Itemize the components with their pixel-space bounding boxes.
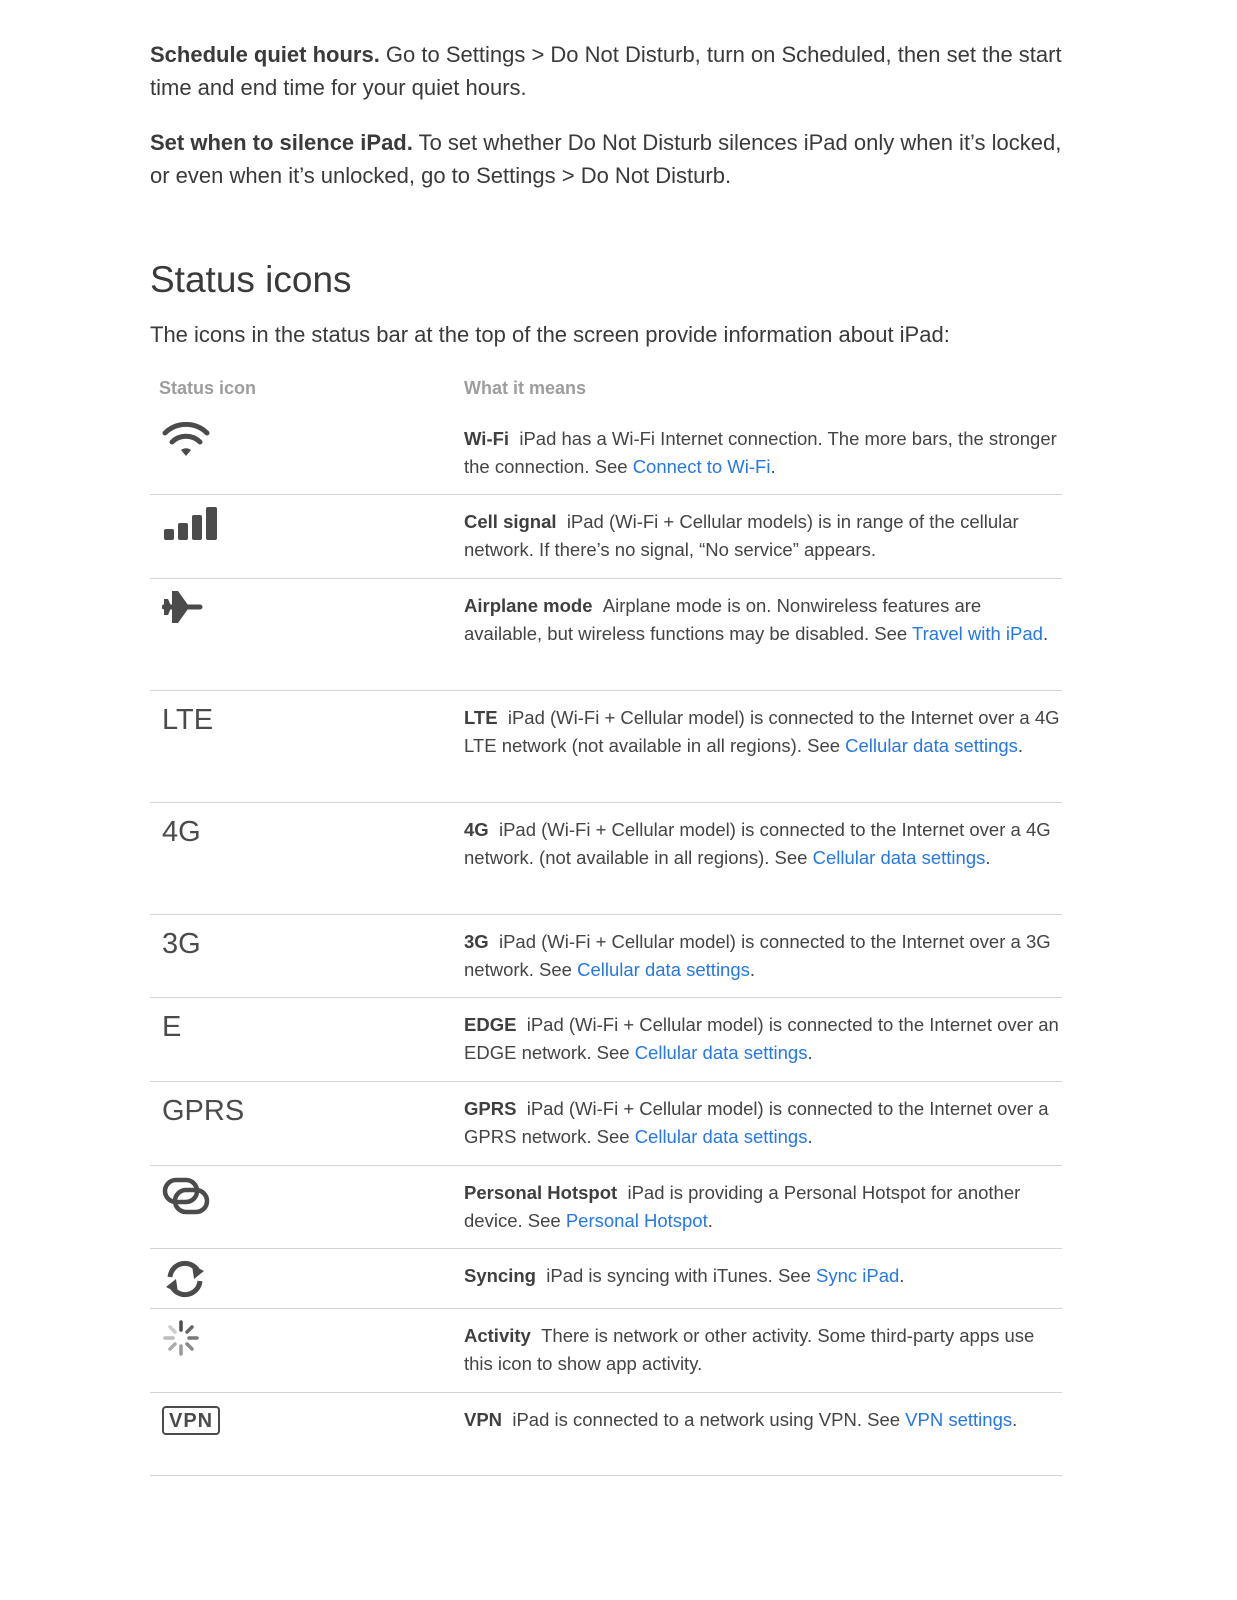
- status-description: There is network or other activity. Some third-party apps use this icon to show app activity.: [464, 1325, 1035, 1375]
- status-icons-table: [150, 412, 1062, 1476]
- network-type-icon: [162, 815, 201, 849]
- status-name: Wi-Fi: [464, 428, 510, 449]
- reference-link[interactable]: VPN settings: [905, 1409, 1013, 1430]
- cell-signal-icon: [162, 505, 222, 546]
- reference-link[interactable]: Sync iPad: [816, 1265, 900, 1286]
- status-name: VPN: [464, 1409, 503, 1430]
- network-type-label: LTE: [162, 704, 214, 736]
- reference-link[interactable]: Travel with iPad: [912, 623, 1043, 645]
- status-name: 4G: [464, 819, 489, 840]
- sentence-end: .: [807, 1126, 813, 1148]
- status-description: iPad is providing a Personal Hotspot for another device. See: [464, 1182, 1021, 1232]
- status-name: Cell signal: [464, 511, 557, 532]
- section-title: Status icons: [150, 259, 352, 300]
- sentence-end: .: [749, 959, 756, 981]
- reference-link[interactable]: Cellular data settings: [812, 847, 986, 869]
- status-description: iPad (Wi-Fi + Cellular model) is connected to the Internet over an EDGE network. See: [464, 1014, 1059, 1064]
- table-row: [150, 412, 1062, 495]
- status-name: Syncing: [464, 1265, 536, 1286]
- status-description: iPad (Wi-Fi + Cellular models) is in range of the cellular network. If there’s no signal, “No service” appears.: [464, 511, 1019, 561]
- wifi-icon: [162, 422, 210, 465]
- silence-paragraph: [150, 126, 1062, 192]
- schedule-text: Go to Settings > Do Not Disturb, turn on Scheduled, then set the start time and end time for your quiet hours.: [150, 42, 1062, 100]
- reference-link[interactable]: Personal Hotspot: [565, 1210, 708, 1232]
- status-description: iPad (Wi-Fi + Cellular model) is connected to the Internet over a GPRS network. See: [464, 1098, 1049, 1148]
- reference-link[interactable]: Cellular data settings: [634, 1126, 808, 1148]
- table-row: [150, 691, 1062, 803]
- network-type-label: GPRS: [162, 1095, 245, 1127]
- status-description: Airplane mode is on. Nonwireless features are available, but wireless functions may be disabled. See: [464, 595, 982, 645]
- row-description: [464, 803, 1062, 873]
- vpn-icon: [162, 1406, 220, 1435]
- reference-link[interactable]: Cellular data settings: [577, 959, 750, 981]
- status-description: iPad is connected to a network using VPN. See: [512, 1409, 906, 1430]
- sentence-end: .: [1012, 1409, 1018, 1430]
- status-description: iPad is syncing with iTunes. See: [546, 1265, 816, 1286]
- row-description: [464, 579, 1062, 649]
- sentence-end: .: [807, 1042, 813, 1064]
- status-name: EDGE: [464, 1014, 517, 1035]
- network-type-label: 3G: [162, 928, 201, 960]
- section-intro: The icons in the status bar at the top of the screen provide information about iPad:: [150, 322, 950, 347]
- network-type-label: E: [162, 1011, 182, 1043]
- status-name: GPRS: [464, 1098, 517, 1119]
- status-description: iPad (Wi-Fi + Cellular model) is connected to the Internet over a 4G network. (not available in all regions). See: [464, 819, 1051, 869]
- sentence-end: .: [985, 847, 991, 869]
- row-description: [464, 998, 1062, 1068]
- table-row: [150, 998, 1062, 1082]
- reference-link[interactable]: Cellular data settings: [845, 735, 1018, 757]
- schedule-paragraph: [150, 38, 1062, 104]
- airplane-icon: [162, 589, 204, 630]
- network-type-icon: [162, 927, 201, 961]
- silence-heading: Set when to silence iPad.: [150, 130, 413, 155]
- network-type-icon: [162, 703, 213, 737]
- table-row: [150, 1249, 1062, 1309]
- row-description: [464, 691, 1062, 761]
- vpn-icon-label: VPN: [162, 1406, 220, 1435]
- table-row: [150, 1393, 1062, 1476]
- table-row: [150, 1166, 1062, 1249]
- reference-link[interactable]: Cellular data settings: [634, 1042, 808, 1064]
- sentence-end: .: [1042, 623, 1049, 645]
- column-header-icon: Status icon: [159, 378, 257, 398]
- row-description: [464, 495, 1062, 565]
- status-description: iPad (Wi-Fi + Cellular model) is connected to the Internet over a 3G network. See: [464, 931, 1051, 981]
- status-description: iPad has a Wi-Fi Internet connection. The more bars, the stronger the connection. See: [464, 428, 1057, 478]
- table-row: [150, 1082, 1062, 1166]
- status-name: Airplane mode: [464, 595, 593, 616]
- network-type-icon: [162, 1094, 244, 1128]
- sentence-end: .: [1017, 735, 1024, 757]
- column-header-meaning: What it means: [464, 378, 587, 398]
- sentence-end: .: [770, 456, 776, 478]
- network-type-icon: [162, 1010, 181, 1044]
- row-description: [464, 1166, 1062, 1236]
- silence-text: To set whether Do Not Disturb silences iPad only when it’s locked, or even when it’s unlocked, go to Settings > Do Not Disturb.: [150, 130, 1062, 188]
- row-description: [464, 1393, 1062, 1434]
- table-row: [150, 1309, 1062, 1393]
- row-description: [464, 1249, 1062, 1290]
- table-row: [150, 579, 1062, 691]
- status-name: LTE: [464, 707, 498, 728]
- activity-icon: [162, 1319, 200, 1362]
- status-name: Activity: [464, 1325, 531, 1346]
- row-description: [464, 915, 1062, 985]
- status-description: iPad (Wi-Fi + Cellular model) is connected to the Internet over a 4G LTE network (not available in all regions). See: [464, 707, 1060, 757]
- schedule-heading: Schedule quiet hours.: [150, 42, 380, 67]
- row-description: [464, 1309, 1062, 1379]
- reference-link[interactable]: Connect to Wi-Fi: [632, 456, 771, 478]
- table-header: [150, 378, 1062, 408]
- syncing-icon: [162, 1259, 208, 1304]
- status-name: 3G: [464, 931, 489, 952]
- table-row: [150, 915, 1062, 998]
- personal-hotspot-icon: [162, 1176, 212, 1221]
- row-description: [464, 1082, 1062, 1152]
- network-type-label: 4G: [162, 816, 201, 848]
- status-name: Personal Hotspot: [464, 1182, 618, 1203]
- row-description: [464, 412, 1062, 482]
- sentence-end: .: [899, 1265, 905, 1286]
- sentence-end: .: [707, 1210, 713, 1232]
- table-row: [150, 803, 1062, 915]
- table-row: [150, 495, 1062, 579]
